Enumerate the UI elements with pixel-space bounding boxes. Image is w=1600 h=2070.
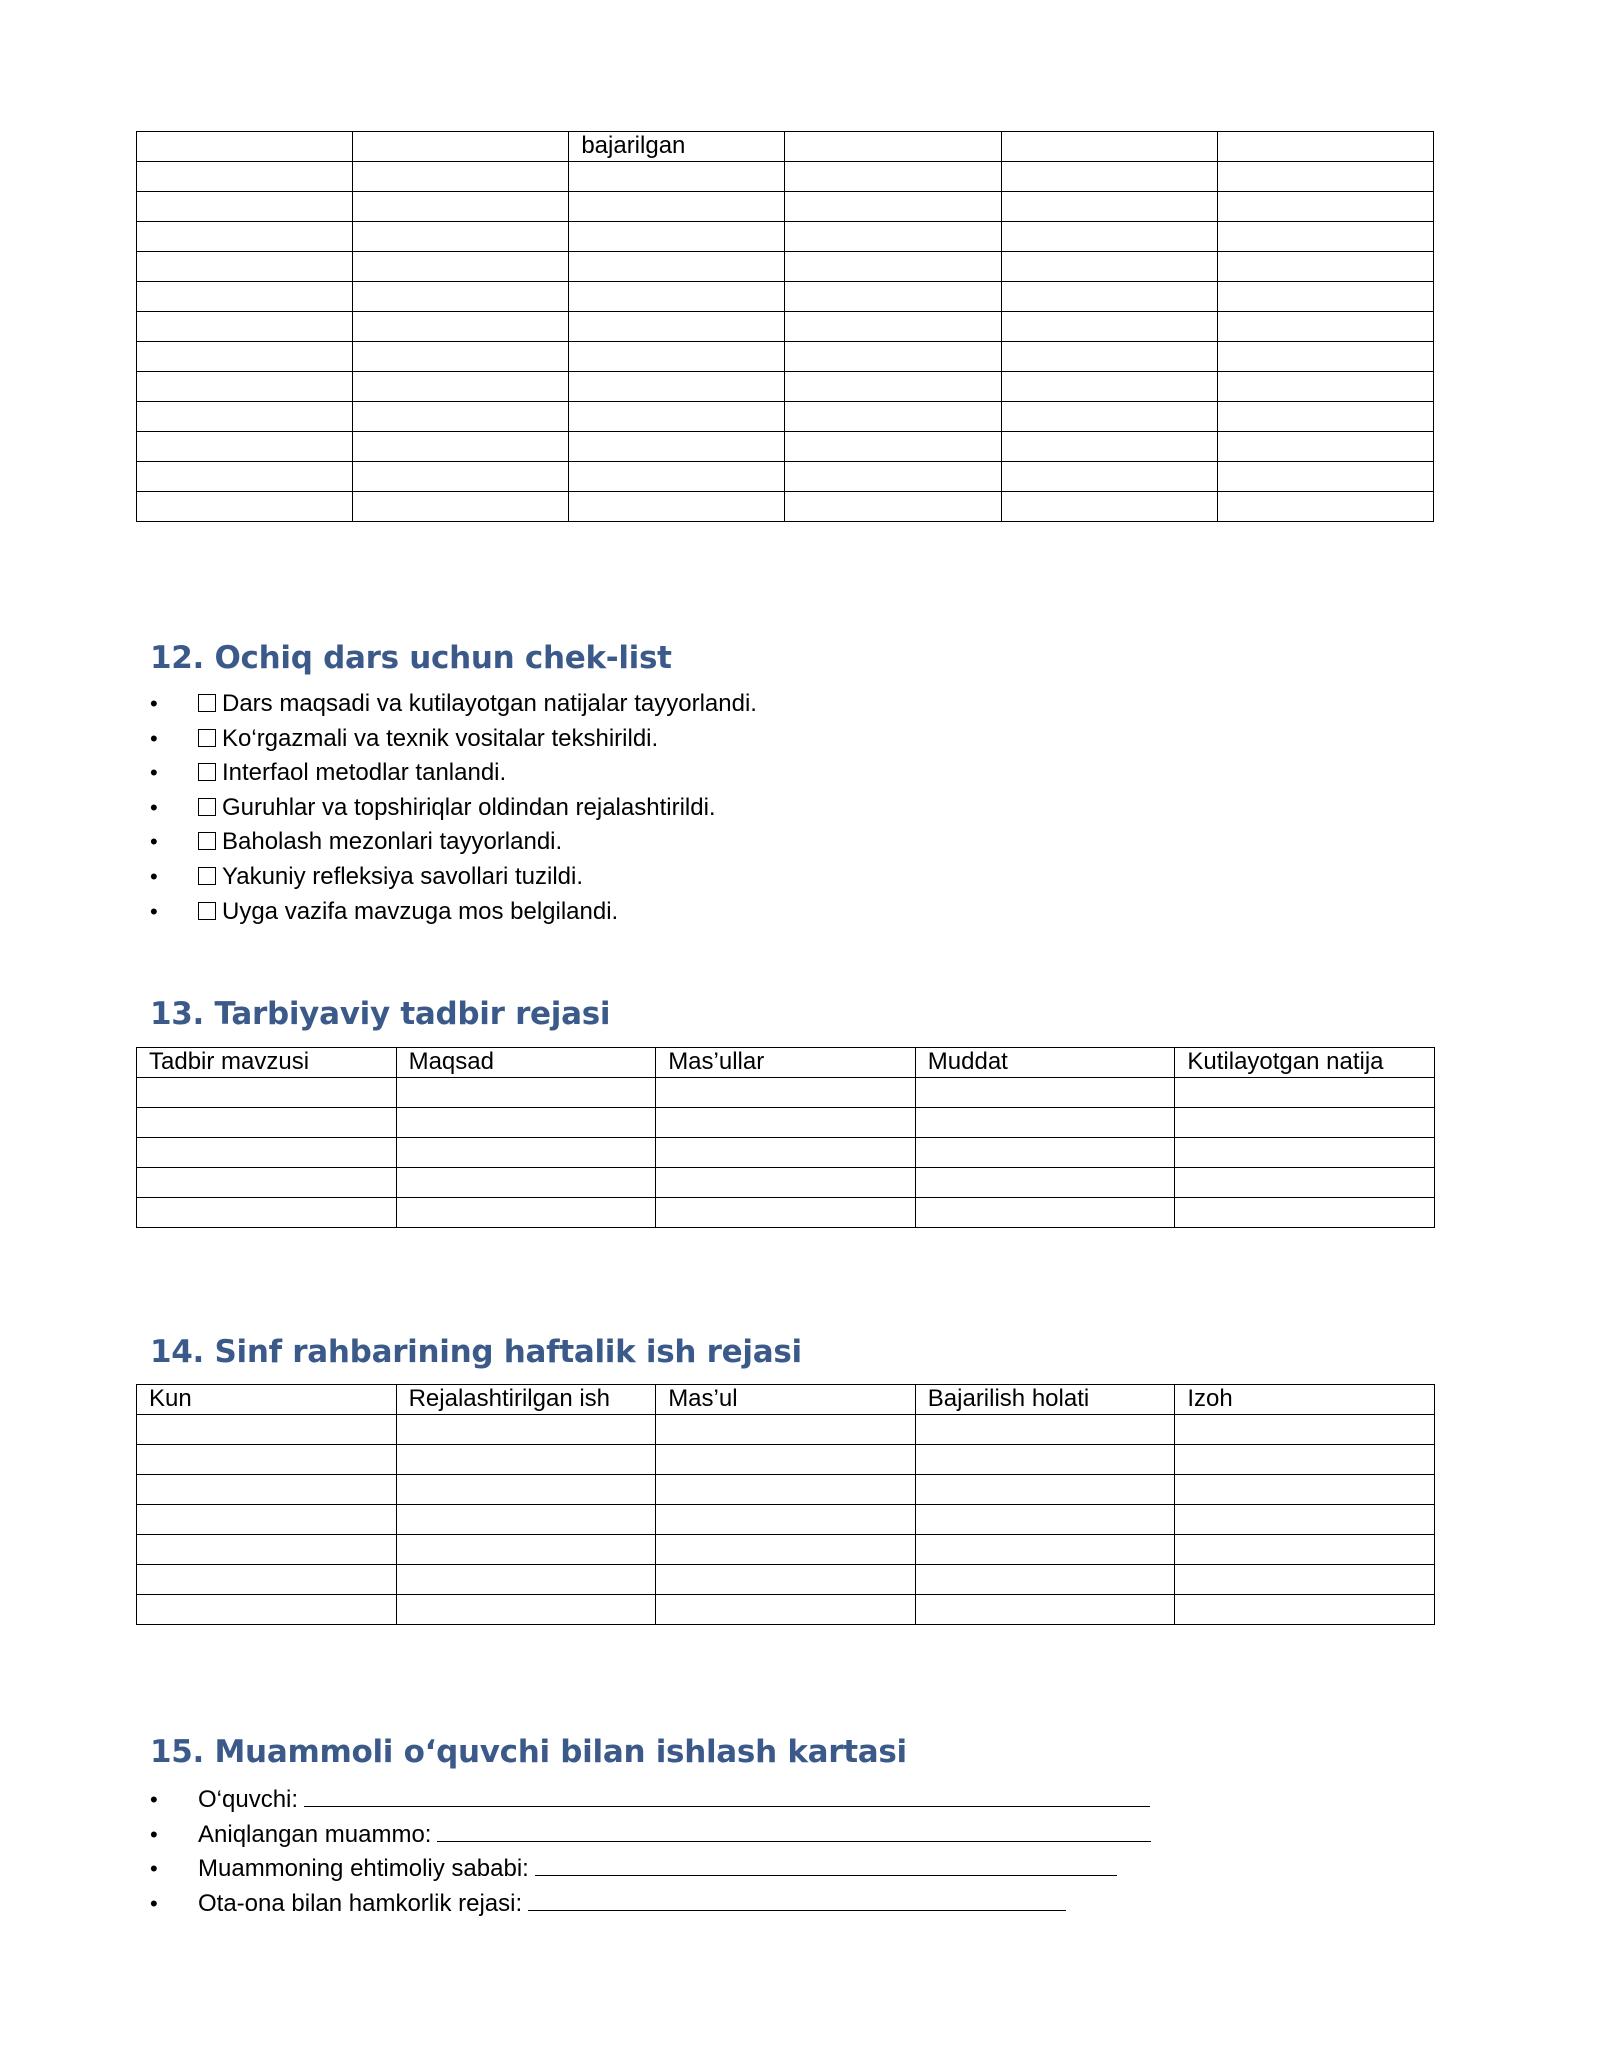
- table-cell[interactable]: [396, 1108, 656, 1138]
- table-cell[interactable]: [1001, 282, 1217, 312]
- table-row: [137, 1595, 1435, 1625]
- table-header-row: [137, 1385, 1435, 1415]
- table-row: [137, 342, 1434, 372]
- form-field: [150, 1852, 1151, 1887]
- table-cell[interactable]: [785, 222, 1001, 252]
- table-cell: bajarilgan: [569, 132, 785, 162]
- table-cell[interactable]: [137, 1168, 397, 1198]
- table-cell[interactable]: [656, 1198, 916, 1228]
- table-cell[interactable]: [137, 1535, 397, 1565]
- table-cell[interactable]: [1001, 462, 1217, 492]
- checkbox-icon[interactable]: [198, 763, 216, 781]
- table-cell[interactable]: [569, 462, 785, 492]
- bullet-icon: •: [150, 1890, 158, 1916]
- table-row: [137, 1505, 1435, 1535]
- fill-in-line[interactable]: [437, 1819, 1151, 1842]
- table-cell[interactable]: [1175, 1475, 1435, 1505]
- table-cell: [1217, 132, 1433, 162]
- table-cell[interactable]: [915, 1198, 1175, 1228]
- table-cell[interactable]: [785, 462, 1001, 492]
- table-cell[interactable]: [396, 1565, 656, 1595]
- table-cell[interactable]: [1001, 162, 1217, 192]
- table-row: [137, 312, 1434, 342]
- table-cell[interactable]: [137, 252, 353, 282]
- checklist-item: [150, 756, 757, 791]
- form-field: [150, 1887, 1151, 1922]
- table-cell[interactable]: [137, 372, 353, 402]
- table-cell[interactable]: [915, 1565, 1175, 1595]
- table-cell[interactable]: [1001, 432, 1217, 462]
- column-header: Tadbir mavzusi: [137, 1048, 397, 1078]
- table-cell[interactable]: [656, 1505, 916, 1535]
- checkbox-icon[interactable]: [198, 729, 216, 747]
- column-header: Mas’ullar: [656, 1048, 916, 1078]
- checklist-item-label: Ko‘rgazmali va texnik vositalar tekshirildi.: [222, 724, 659, 752]
- checklist-item-label: Yakuniy refleksiya savollari tuzildi.: [222, 862, 584, 890]
- table-cell[interactable]: [396, 1475, 656, 1505]
- table-cell: [1001, 132, 1217, 162]
- table-cell[interactable]: [1001, 312, 1217, 342]
- table-cell[interactable]: [353, 222, 569, 252]
- table-cell[interactable]: [785, 162, 1001, 192]
- field-label: Ota-ona bilan hamkorlik rejasi:: [198, 1889, 523, 1917]
- column-header: Kutilayotgan natija: [1175, 1048, 1435, 1078]
- table-cell[interactable]: [915, 1078, 1175, 1108]
- table-cell[interactable]: [1175, 1138, 1435, 1168]
- form-field: [150, 1818, 1151, 1853]
- checklist-item: [150, 722, 757, 757]
- table-cell[interactable]: [656, 1108, 916, 1138]
- weekly-plan-table: [136, 1384, 1435, 1625]
- table-cell[interactable]: [137, 432, 353, 462]
- column-header: Rejalashtirilgan ish: [396, 1385, 656, 1415]
- table-cell[interactable]: [396, 1595, 656, 1625]
- table-row: [137, 1535, 1435, 1565]
- table-row: [137, 192, 1434, 222]
- table-cell[interactable]: [785, 372, 1001, 402]
- table-cell[interactable]: [1175, 1415, 1435, 1445]
- table-cell[interactable]: [656, 1138, 916, 1168]
- table-cell[interactable]: [1175, 1535, 1435, 1565]
- bullet-icon: •: [150, 1787, 158, 1812]
- bullet-icon: •: [150, 691, 158, 716]
- table-cell[interactable]: [137, 1445, 397, 1475]
- section-14-heading: 14. Sinf rahbarining haftalik ish rejasi: [150, 1334, 802, 1370]
- table-row: [137, 222, 1434, 252]
- table-cell[interactable]: [569, 342, 785, 372]
- section-13-heading: 13. Tarbiyaviy tadbir rejasi: [150, 996, 611, 1032]
- table-cell[interactable]: [1175, 1168, 1435, 1198]
- table-cell[interactable]: [137, 192, 353, 222]
- checklist-item-label: Guruhlar va topshiriqlar oldindan rejalashtirildi.: [222, 793, 716, 821]
- checkbox-icon[interactable]: [198, 902, 216, 920]
- table-cell[interactable]: [785, 492, 1001, 522]
- table-row: [137, 132, 1434, 162]
- table-cell[interactable]: [656, 1475, 916, 1505]
- table-row: [137, 432, 1434, 462]
- table-cell[interactable]: [656, 1535, 916, 1565]
- table-cell[interactable]: [1217, 462, 1433, 492]
- table-cell[interactable]: [396, 1535, 656, 1565]
- table-cell[interactable]: [137, 462, 353, 492]
- table-cell[interactable]: [1001, 222, 1217, 252]
- table-cell[interactable]: [1175, 1595, 1435, 1625]
- table-cell[interactable]: [915, 1595, 1175, 1625]
- table-cell[interactable]: [569, 162, 785, 192]
- bullet-icon: •: [150, 1821, 158, 1847]
- table-cell[interactable]: [1217, 192, 1433, 222]
- table-cell[interactable]: [1001, 372, 1217, 402]
- checkbox-icon[interactable]: [198, 867, 216, 885]
- table-cell[interactable]: [915, 1138, 1175, 1168]
- table-row: [137, 1445, 1435, 1475]
- table-cell[interactable]: [656, 1595, 916, 1625]
- table-cell[interactable]: [353, 312, 569, 342]
- table-row: [137, 1168, 1435, 1198]
- table-cell[interactable]: [569, 252, 785, 282]
- table-cell: [137, 132, 353, 162]
- table-cell[interactable]: [1001, 402, 1217, 432]
- table-cell[interactable]: [656, 1168, 916, 1198]
- table-row: [137, 462, 1434, 492]
- table-row: [137, 402, 1434, 432]
- table-cell[interactable]: [1175, 1198, 1435, 1228]
- table-cell[interactable]: [915, 1535, 1175, 1565]
- table-cell[interactable]: [137, 1475, 397, 1505]
- table-cell[interactable]: [569, 282, 785, 312]
- table-row: [137, 1198, 1435, 1228]
- table-cell[interactable]: [569, 492, 785, 522]
- checkbox-icon[interactable]: [198, 832, 216, 850]
- table-row: [137, 1078, 1435, 1108]
- bullet-icon: •: [150, 760, 158, 786]
- event-plan-table: [136, 1047, 1435, 1228]
- table-cell[interactable]: [396, 1078, 656, 1108]
- table-cell[interactable]: [569, 312, 785, 342]
- table-cell[interactable]: [656, 1078, 916, 1108]
- table-cell[interactable]: [785, 192, 1001, 222]
- table-cell[interactable]: [1001, 342, 1217, 372]
- checkbox-icon[interactable]: [198, 694, 216, 712]
- table-cell[interactable]: [785, 342, 1001, 372]
- table-cell[interactable]: [569, 192, 785, 222]
- table-row: [137, 252, 1434, 282]
- table-cell[interactable]: [785, 282, 1001, 312]
- table-cell[interactable]: [396, 1445, 656, 1475]
- table-cell[interactable]: [1001, 252, 1217, 282]
- table-cell[interactable]: [137, 1415, 397, 1445]
- table-cell[interactable]: [396, 1138, 656, 1168]
- table-cell[interactable]: [1217, 162, 1433, 192]
- table-cell[interactable]: [656, 1565, 916, 1595]
- table-cell[interactable]: [353, 492, 569, 522]
- checklist-item-label: Dars maqsadi va kutilayotgan natijalar tayyorlandi.: [222, 690, 757, 717]
- table-cell[interactable]: [137, 1138, 397, 1168]
- fill-in-line[interactable]: [528, 1888, 1066, 1911]
- field-label: Muammoning ehtimoliy sababi:: [198, 1855, 529, 1883]
- table-cell[interactable]: [137, 1198, 397, 1228]
- table-cell[interactable]: [353, 432, 569, 462]
- table-row: [137, 1138, 1435, 1168]
- table-cell[interactable]: [785, 312, 1001, 342]
- table-cell[interactable]: [656, 1415, 916, 1445]
- plan-table-continued: [136, 131, 1434, 522]
- bullet-icon: •: [150, 794, 158, 820]
- table-cell[interactable]: [396, 1415, 656, 1445]
- table-row: [137, 282, 1434, 312]
- table-cell[interactable]: [396, 1198, 656, 1228]
- form-field: [150, 1783, 1151, 1818]
- column-header: Bajarilish holati: [915, 1385, 1175, 1415]
- table-cell[interactable]: [785, 252, 1001, 282]
- table-cell[interactable]: [785, 402, 1001, 432]
- table-cell[interactable]: [137, 1108, 397, 1138]
- table-cell[interactable]: [396, 1168, 656, 1198]
- checklist-item: [150, 860, 757, 895]
- table-cell[interactable]: [137, 222, 353, 252]
- table-cell[interactable]: [1217, 342, 1433, 372]
- table-cell[interactable]: [137, 1505, 397, 1535]
- table-cell[interactable]: [1175, 1078, 1435, 1108]
- table-cell[interactable]: [1175, 1565, 1435, 1595]
- section-12-heading: 12. Ochiq dars uchun chek-list: [150, 640, 672, 676]
- table-row: [137, 1415, 1435, 1445]
- bullet-icon: •: [150, 898, 158, 924]
- column-header: Mas’ul: [656, 1385, 916, 1415]
- bullet-icon: •: [150, 725, 158, 751]
- table-cell[interactable]: [569, 372, 785, 402]
- table-cell[interactable]: [1217, 222, 1433, 252]
- table-cell[interactable]: [1175, 1505, 1435, 1535]
- bullet-icon: •: [150, 863, 158, 889]
- checklist-item-label: Interfaol metodlar tanlandi.: [222, 759, 507, 787]
- table-cell[interactable]: [353, 402, 569, 432]
- bullet-icon: •: [150, 829, 158, 855]
- column-header: Maqsad: [396, 1048, 656, 1078]
- student-card-fields: [150, 1783, 1151, 1921]
- table-cell[interactable]: [1175, 1108, 1435, 1138]
- table-cell[interactable]: [785, 432, 1001, 462]
- table-cell[interactable]: [137, 402, 353, 432]
- table-cell[interactable]: [1217, 282, 1433, 312]
- table-cell[interactable]: [1217, 402, 1433, 432]
- table-row: [137, 1565, 1435, 1595]
- bullet-icon: •: [150, 1856, 158, 1882]
- table-cell[interactable]: [569, 402, 785, 432]
- table-row: [137, 492, 1434, 522]
- fill-in-line[interactable]: [304, 1784, 1150, 1807]
- table-cell[interactable]: [1217, 252, 1433, 282]
- checklist-item: [150, 895, 757, 930]
- table-cell: [353, 132, 569, 162]
- table-cell[interactable]: [1175, 1445, 1435, 1475]
- checklist-item-label: Uyga vazifa mavzuga mos belgilandi.: [222, 897, 619, 925]
- table-cell[interactable]: [353, 162, 569, 192]
- column-header: Muddat: [915, 1048, 1175, 1078]
- field-label: Aniqlangan muammo:: [198, 1820, 432, 1848]
- table-cell[interactable]: [353, 192, 569, 222]
- checklist-item: [150, 825, 757, 860]
- column-header: Kun: [137, 1385, 397, 1415]
- table-cell[interactable]: [137, 312, 353, 342]
- checklist-item: [150, 791, 757, 826]
- table-row: [137, 372, 1434, 402]
- table-cell[interactable]: [1217, 372, 1433, 402]
- fill-in-line[interactable]: [535, 1853, 1117, 1876]
- table-cell[interactable]: [569, 222, 785, 252]
- table-row: [137, 1475, 1435, 1505]
- table-cell[interactable]: [137, 342, 353, 372]
- table-cell[interactable]: [656, 1445, 916, 1475]
- field-label: O‘quvchi:: [198, 1786, 299, 1813]
- table-cell[interactable]: [137, 492, 353, 522]
- table-cell[interactable]: [353, 342, 569, 372]
- table-cell[interactable]: [137, 1595, 397, 1625]
- table-cell[interactable]: [1217, 312, 1433, 342]
- table-header-row: [137, 1048, 1435, 1078]
- table-row: [137, 162, 1434, 192]
- table-cell[interactable]: [569, 432, 785, 462]
- table-cell[interactable]: [353, 372, 569, 402]
- table-cell[interactable]: [915, 1108, 1175, 1138]
- table-cell[interactable]: [137, 1078, 397, 1108]
- table-cell[interactable]: [353, 252, 569, 282]
- table-cell[interactable]: [1217, 432, 1433, 462]
- table-cell[interactable]: [915, 1415, 1175, 1445]
- table-cell[interactable]: [1001, 192, 1217, 222]
- table-cell[interactable]: [915, 1505, 1175, 1535]
- table-cell[interactable]: [137, 1565, 397, 1595]
- table-cell[interactable]: [353, 282, 569, 312]
- table-cell[interactable]: [915, 1475, 1175, 1505]
- checkbox-icon[interactable]: [198, 798, 216, 816]
- checklist-item-label: Baholash mezonlari tayyorlandi.: [222, 828, 563, 856]
- checklist: [150, 687, 757, 929]
- table-cell[interactable]: [915, 1445, 1175, 1475]
- column-header: Izoh: [1175, 1385, 1435, 1415]
- table-row: [137, 1108, 1435, 1138]
- table-cell[interactable]: [137, 282, 353, 312]
- checklist-item: [150, 687, 757, 722]
- table-cell[interactable]: [396, 1505, 656, 1535]
- table-cell[interactable]: [1001, 492, 1217, 522]
- table-cell[interactable]: [915, 1168, 1175, 1198]
- section-15-heading: 15. Muammoli o‘quvchi bilan ishlash kartasi: [150, 1734, 907, 1770]
- table-cell: [785, 132, 1001, 162]
- table-cell[interactable]: [137, 162, 353, 192]
- table-cell[interactable]: [1217, 492, 1433, 522]
- table-cell[interactable]: [353, 462, 569, 492]
